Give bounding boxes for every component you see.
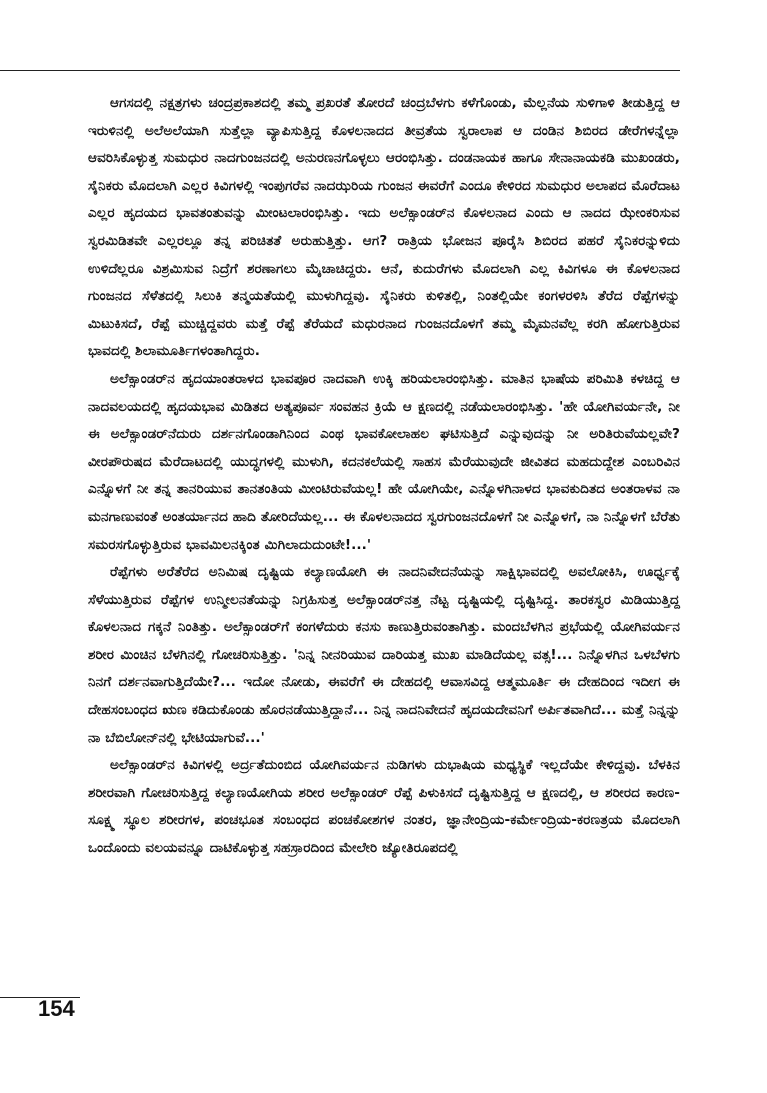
paragraph-3: ರೆಪ್ಪೆಗಳು ಅರೆತೆರೆದ ಅನಿಮಿಷ ದೃಷ್ಟಿಯ ಕಲ್ಯಾಣಯೋಗಿ ಈ ನಾದನಿವೇದನೆಯನ್ನು ಸಾಕ್ಷಿಭಾವದಲ್ಲಿ ಅವಲೋಕಿಸಿ, ಊರ್ಧ್ವಕ್ಕೆ ಸೆಳೆಯುತ್ತಿರುವ ರೆಪ್ಪೆಗಳ ಉನ್ಮೀಲನತೆಯನ್ನು ನಿಗ್ರಹಿಸುತ್ತ ಅಲೆಕ್ಸಾಂಡರ್‌ನತ್ತ ನೆಟ್ಟ ದೃಷ್ಟಿಯಲ್ಲಿ ದೃಷ್ಟಿಸಿದ್ದ. ತಾರಕಸ್ವರ ಮಿಡಿಯುತ್ತಿದ್ದ ಕೊಳಲನಾದ ಗಕ್ಕನೆ ನಿಂತಿತ್ತು. ಅಲೆಕ್ಸಾಂಡರ್‌ಗೆ ಕಂಗಳೆದುರು ಕನಸು ಕಾಣುತ್ತಿರುವಂತಾಗಿತ್ತು. ಮಂದಬೆಳಗಿನ ಪ್ರಭೆಯಲ್ಲಿ ಯೋಗಿವರ್ಯನ ಶರೀರ ಮಿಂಚಿನ ಬೆಳಗಿನಲ್ಲಿ ಗೋಚರಿಸುತ್ತಿತ್ತು. 'ನಿನ್ನ ನೀನರಿಯುವ ದಾರಿಯತ್ತ ಮುಖ ಮಾಡಿದೆಯಲ್ಲ ವತ್ಸ!... ನಿನ್ನೊಳಗಿನ ಒಳಬೆಳಗು ನಿನಗೆ ದರ್ಶನವಾಗುತ್ತಿದೆಯೇ?... ಇದೋ ನೋಡು, ಈವರೆಗೆ ಈ ದೇಹದಲ್ಲಿ ಆವಾಸವಿದ್ದ ಆತ್ಮಮೂರ್ತಿ ಈ ದೇಹದಿಂದ ಇದೀಗ ಈ ದೇಹಸಂಬಂಧದ ಋಣ ಕಡಿದುಕೊಂಡು ಹೊರನಡೆಯುತ್ತಿದ್ದಾನೆ... ನಿನ್ನ ನಾದನಿವೇದನೆ ಹೃದಯದೇವನಿಗೆ ಅರ್ಪಿತವಾಗಿದೆ... ಮತ್ತೆ ನಿನ್ನನ್ನು ನಾ ಬೆಬಿಲೋನ್‌ನಲ್ಲಿ ಭೇಟಿಯಾಗುವೆ...' — [88, 564, 680, 746]
paragraph-1: ಆಗಸದಲ್ಲಿ ನಕ್ಷತ್ರಗಳು ಚಂದ್ರಪ್ರಕಾಶದಲ್ಲಿ ತಮ್ಮ ಪ್ರಖರತೆ ತೋರದೆ ಚಂದ್ರಬೆಳಗು ಕಳೆಗೊಂಡು, ಮೆಲ್ಲನೆಯ ಸುಳಿಗಾಳಿ ತೀಡುತ್ತಿದ್ದ ಆ ಇರುಳಿನಲ್ಲಿ ಅಲೆಅಲೆಯಾಗಿ ಸುತ್ತೆಲ್ಲಾ ವ್ಯಾಪಿಸುತ್ತಿದ್ದ ಕೊಳಲನಾದದ ತೀವ್ರತೆಯ ಸ್ವರಾಲಾಪ ಆ ದಂಡಿನ ಶಿಬಿರದ ಡೇರೆಗಳನ್ನೆಲ್ಲಾ ಆವರಿಸಿಕೊಳ್ಳುತ್ತ ಸುಮಧುರ ನಾದಗುಂಜನದಲ್ಲಿ ಅನುರಣನಗೊಳ್ಳಲು ಆರಂಭಿಸಿತ್ತು. ದಂಡನಾಯಕ ಹಾಗೂ ಸೇನಾನಾಯಕಡಿ ಮುಖಂಡರು, ಸೈನಿಕರು ಮೊದಲಾಗಿ ಎಲ್ಲರ ಕಿವಿಗಳಲ್ಲಿ ಇಂಪುಗರೆವ ನಾದಝರಿಯ ಗುಂಜನ ಈವರೆಗೆ ಎಂದೂ ಕೇಳಿರದ ಸುಮಧುರ ಅಲಾಪದ ಮೊರೆದಾಟ ಎಲ್ಲರ ಹೃದಯದ ಭಾವತಂತುವನ್ನು ಮೀಂಟಲಾರಂಭಿಸಿತ್ತು. ಇದು ಅಲೆಕ್ಸಾಂಡರ್‌ನ ಕೊಳಲನಾದ ಎಂದು ಆ ನಾದದ ಝೇಂಕರಿಸುವ ಸ್ವರಮಿಡಿತವೇ ಎಲ್ಲರಲ್ಲೂ ತನ್ನ ಪರಿಚಿತತೆ ಅರುಹುತ್ತಿತ್ತು. ಆಗ? ರಾತ್ರಿಯ ಭೋಜನ ಪೂರೈಸಿ ಶಿಬಿರದ ಪಹರೆ ಸೈನಿಕರನ್ನುಳಿದು ಉಳಿದೆಲ್ಲರೂ ವಿಶ್ರಮಿಸುವ ನಿದ್ರೆಗೆ ಶರಣಾಗಲು ಮೈಚಾಚಿದ್ದರು. ಆನೆ, ಕುದುರೆಗಳು ಮೊದಲಾಗಿ ಎಲ್ಲ ಕಿವಿಗಳೂ ಈ ಕೊಳಲನಾದ ಗುಂಜನದ ಸೆಳೆತದಲ್ಲಿ ಸಿಲುಕಿ ತನ್ಮಯತೆಯಲ್ಲಿ ಮುಳುಗಿದ್ದವು. ಸೈನಿಕರು ಕುಳಿತಲ್ಲಿ, ನಿಂತಲ್ಲಿಯೇ ಕಂಗಳರಳಿಸಿ ತೆರೆದ ರೆಪ್ಪೆಗಳನ್ನು ಮಿಟುಕಿಸದೆ, ರೆಪ್ಪೆ ಮುಚ್ಚಿದ್ದವರು ಮತ್ತೆ ರೆಪ್ಪೆ ತೆರೆಯದೆ ಮಧುರನಾದ ಗುಂಜನದೊಳಗೆ ತಮ್ಮ ಮೈಮನವೆಲ್ಲ ಕರಗಿ ಹೋಗುತ್ತಿರುವ ಭಾವದಲ್ಲಿ ಶಿಲಾಮೂರ್ತಿಗಳಂತಾಗಿದ್ದರು. — [88, 95, 680, 360]
page-number: 154 — [38, 996, 75, 1021]
paragraph-4: ಅಲೆಕ್ಸಾಂಡರ್‌ನ ಕಿವಿಗಳಲ್ಲಿ ಅರ್ದ್ರತೆದುಂಬಿದ ಯೋಗಿವರ್ಯನ ನುಡಿಗಳು ದುಭಾಷಿಯ ಮಧ್ಯಸ್ಥಿಕೆ ಇಲ್ಲದೆಯೇ ಕೇಳಿದ್ದವು. ಬೆಳಕಿನ ಶರೀರವಾಗಿ ಗೋಚರಿಸುತ್ತಿದ್ದ ಕಲ್ಯಾಣಯೋಗಿಯ ಶರೀರ ಅಲೆಕ್ಸಾಂಡರ್ ರೆಪ್ಪೆ ಪಿಳುಕಿಸದೆ ದೃಷ್ಟಿಸುತ್ತಿದ್ದ ಆ ಕ್ಷಣದಲ್ಲಿ, ಆ ಶರೀರದ ಕಾರಣ-ಸೂಕ್ಷ್ಮ ಸ್ಥೂಲ ಶರೀರಗಳ, ಪಂಚಭೂತ ಸಂಬಂಧದ ಪಂಚಕೋಶಗಳ ನಂತರ, ಜ್ಞಾನೇಂದ್ರಿಯ-ಕರ್ಮೇಂದ್ರಿಯ-ಕರಣತ್ರಯ ಮೊದಲಾಗಿ ಒಂದೊಂದು ವಲಯವನ್ನೂ ದಾಟಿಕೊಳ್ಳುತ್ತ ಸಹಸ್ರಾರದಿಂದ ಮೇಲೇರಿ ಜ್ಯೋತಿರೂಪದಲ್ಲಿ — [88, 757, 680, 857]
body-text — [88, 90, 680, 863]
paragraph-2: ಅಲೆಕ್ಸಾಂಡರ್‌ನ ಹೃದಯಾಂತರಾಳದ ಭಾವಪೂರ ನಾದವಾಗಿ ಉಕ್ಕಿ ಹರಿಯಲಾರಂಭಿಸಿತ್ತು. ಮಾತಿನ ಭಾಷೆಯ ಪರಿಮಿತಿ ಕಳಚಿದ್ದ ಆ ನಾದವಲಯದಲ್ಲಿ ಹೃದಯಭಾವ ಮಿಡಿತದ ಅತ್ಯಪೂರ್ವ ಸಂವಹನ ಕ್ರಿಯೆ ಆ ಕ್ಷಣದಲ್ಲಿ ನಡೆಯಲಾರಂಭಿಸಿತ್ತು. 'ಹೇ ಯೋಗಿವರ್ಯನೇ, ನೀ ಈ ಅಲೆಕ್ಸಾಂಡರ್‌ನೆದುರು ದರ್ಶನಗೊಂಡಾಗಿನಿಂದ ಎಂಥ ಭಾವಕೋಲಾಹಲ ಘಟಿಸುತ್ತಿದೆ ಎನ್ನುವುದನ್ನು ನೀ ಅರಿತಿರುವೆಯಲ್ಲವೇ? ವೀರಪೌರುಷದ ಮೆರೆದಾಟದಲ್ಲಿ ಯುದ್ಧಗಳಲ್ಲಿ ಮುಳುಗಿ, ಕದನಕಲೆಯಲ್ಲಿ ಸಾಹಸ ಮೆರೆಯುವುದೇ ಜೀವಿತದ ಮಹದುದ್ದೇಶ ಎಂಬರಿವಿನ ಎನ್ನೊಳಗೆ ನೀ ತನ್ನ ತಾನರಿಯುವ ತಾನತಂತಿಯ ಮೀಂಟಿರುವೆಯಲ್ಲ! ಹೇ ಯೋಗಿಯೇ, ಎನ್ನೊಳಗಿನಾಳದ ಭಾವಕುದಿತದ ಅಂತರಾಳವ ನಾ ಮನಗಾಣುವಂತೆ ಅಂತರ್ಯಾನದ ಹಾದಿ ತೋರಿದೆಯಲ್ಲ... ಈ ಕೊಳಲನಾದದ ಸ್ವರಗುಂಜನದೊಳಗೆ ನೀ ಎನ್ನೊಳಗೆ, ನಾ ನಿನ್ನೊಳಗೆ ಬೆರೆತು ಸಮರಸಗೊಳ್ಳುತ್ತಿರುವ ಭಾವಮಿಲನಕ್ಕಿಂತ ಮಿಗಿಲಾದುದುಂಟೇ!...' — [88, 370, 680, 553]
header-rule — [0, 70, 680, 71]
